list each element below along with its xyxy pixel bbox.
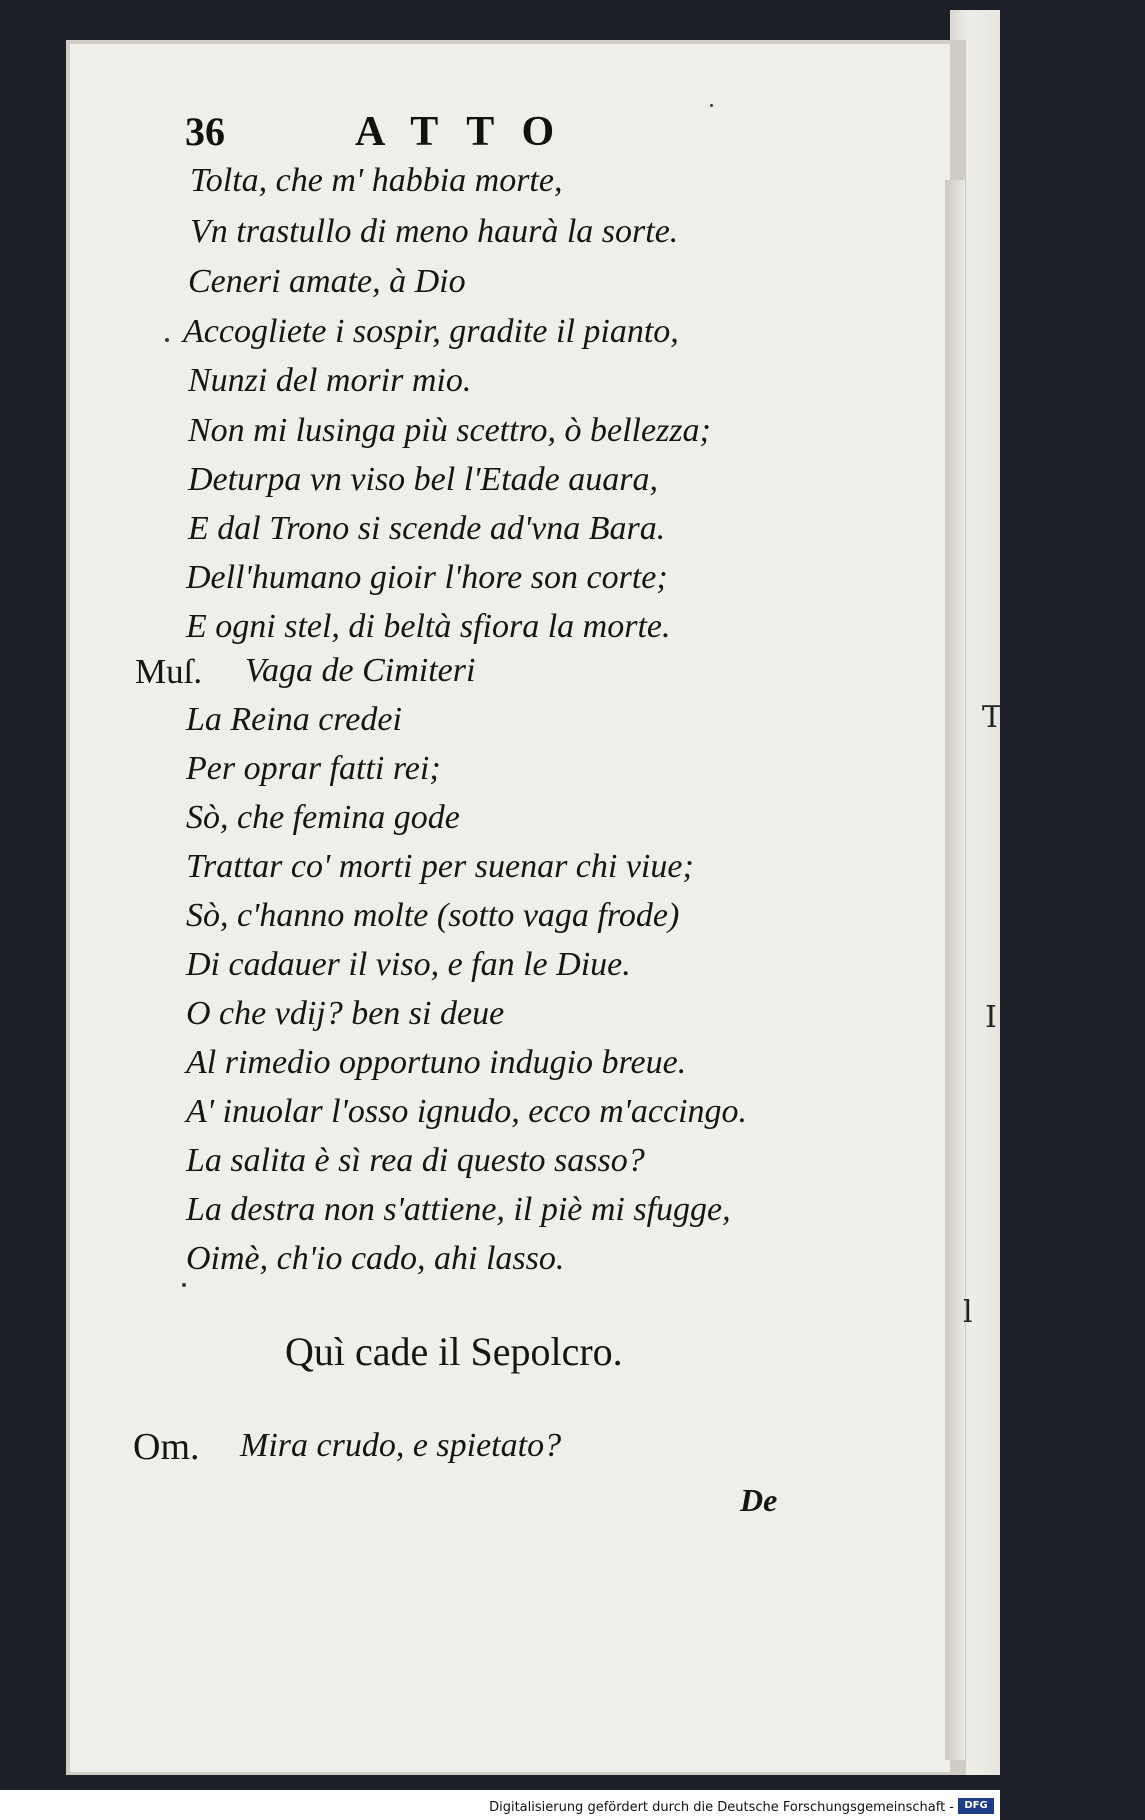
speaker-label: Muſ.	[135, 652, 203, 691]
running-head: ATTO	[355, 109, 583, 155]
verse-line: Nunzi del morir mio.	[188, 362, 472, 399]
verse-line: Non mi lusinga più scettro, ò bellezza;	[188, 412, 711, 449]
verse-line: Trattar co' morti per suenar chi viue;	[186, 848, 694, 885]
digitization-credit: Digitalisierung gefördert durch die Deutsche Forschungsgemeinschaft -	[489, 1800, 954, 1815]
verse-line: E dal Trono si scende ad'vna Bara.	[188, 510, 666, 547]
facing-page-glyph: l	[963, 1295, 973, 1330]
verse-line: Sò, c'hanno molte (sotto vaga frode)	[186, 897, 680, 934]
verse-line: E ogni stel, di beltà sfiora la morte.	[186, 608, 671, 645]
verse-line: Oimè, ch'io cado, ahi lasso.	[186, 1240, 565, 1277]
page-number: 36	[185, 109, 225, 154]
stage-direction: Quì cade il Sepolcro.	[285, 1329, 623, 1374]
paper-speck	[182, 1283, 186, 1287]
verse-line: Dell'humano gioir l'hore son corte;	[186, 559, 668, 596]
catchword: De	[740, 1482, 778, 1518]
verse-line: A' inuolar l'osso ignudo, ecco m'accingo.	[186, 1093, 748, 1130]
verse-line: La Reina credei	[186, 701, 402, 738]
verse-line: Tolta, che m' habbia morte,	[190, 162, 563, 199]
verse-line: Per oprar fatti rei;	[186, 750, 441, 787]
verse-line: Di cadauer il viso, e fan le Diue.	[186, 946, 631, 983]
verse-line: La destra non s'attiene, il piè mi sfugge,	[186, 1191, 731, 1228]
verse-line: O che vdij? ben si deue	[186, 995, 505, 1032]
page-header	[185, 108, 745, 168]
verse-line: Mira crudo, e spietato?	[240, 1427, 562, 1464]
speaker-label: Om.	[133, 1426, 200, 1468]
paper-speck	[165, 338, 169, 342]
verse-line: Sò, che femina gode	[186, 799, 460, 836]
verse-line: Vaga de Cimiteri	[245, 652, 476, 689]
verse-line: Ceneri amate, à Dio	[188, 263, 466, 300]
verse-line: Al rimedio opportuno indugio breue.	[186, 1044, 687, 1081]
dfg-logo: DFG	[958, 1798, 994, 1814]
verse-line: Deturpa vn viso bel l'Etade auara,	[188, 461, 658, 498]
paper-speck	[710, 104, 713, 107]
verse-line: Vn trastullo di meno haurà la sorte.	[190, 213, 679, 250]
verse-line: Accogliete i sospir, gradite il pianto,	[183, 313, 679, 350]
verse-line: La salita è sì rea di questo sasso?	[186, 1142, 645, 1179]
facing-page-glyph: T	[982, 700, 1003, 735]
facing-page-glyph: I	[985, 1000, 997, 1035]
